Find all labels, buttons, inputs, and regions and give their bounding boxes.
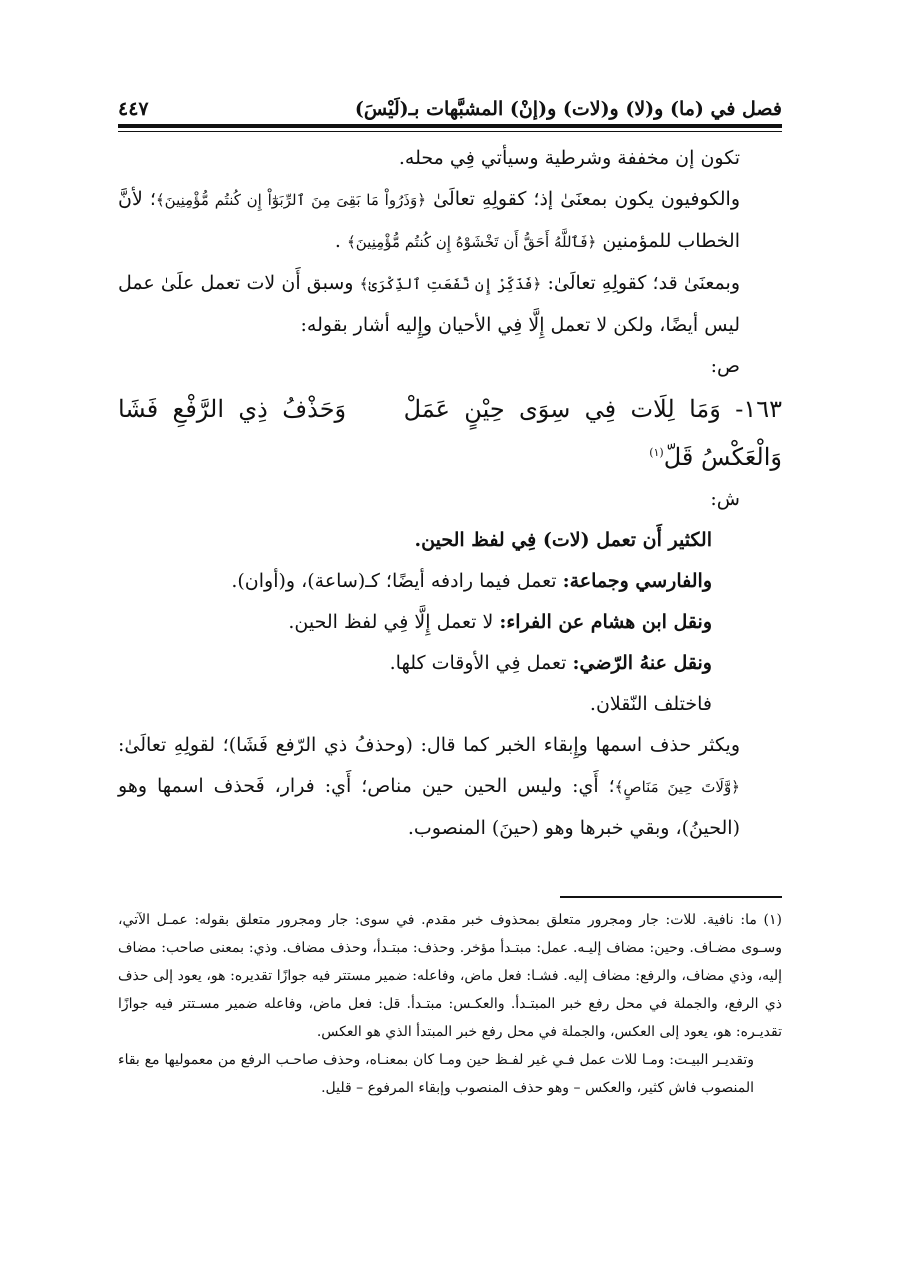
quran-quote-3: ﴿فَذَكِّرْ إِن نَّفَعَتِ ٱلذِّكْرَىٰ﴾ <box>359 275 542 293</box>
line-3-lead: ونقل ابن هشام عن الفراء: <box>499 611 712 633</box>
verse-line <box>118 387 782 479</box>
footnote-1-text: ما: نافية. للات: جار ومجرور متعلق بمحذوف خبر مقدم. في سوى: جار ومجرور متعلق بقوله: عمـل الآتي، وسـوى مضـاف. وحين: مضاف إليـه. عمل: مبتـدأ مؤخر. وحذف: مبتـدأ، وحذف مضاف. وذي: بمعنى صاحب: مضاف إليه، وذي مضاف، والرفع: مضاف إليه. فشـا: فعل ماض، وفاعله: ضمير مستتر فيه جوازًا تقديره: هو، يعود إلى حذف ذي الرفع، والجملة في محل رفع خبر المبتـدأ. والعكـس: مبتـدأ. قل: فعل ماض، وفاعله ضمير مسـتتر فيه جوازًا تقديـره: هو، يعود إلى العكس، والجملة في محل رفع خبر المبتدأ الذي هو العكس. <box>118 912 782 1040</box>
line-2 <box>118 561 782 602</box>
p4-text-2: ؛ أَي: وليس الحين حين مناص؛ أَي: فرار، فَحذف اسمها وهو (الحينُ)، وبقي خبرها وهو (حينَ) المنصوب. <box>118 775 740 839</box>
footnote-separator <box>560 896 782 898</box>
shin-label: ش: <box>710 488 740 510</box>
paragraph-1: تكون إن مخففة وشرطية وسيأتي فِي محله. <box>398 147 740 169</box>
paragraph-2 <box>118 179 782 263</box>
line-4-lead: ونقل عنهُ الرّضي: <box>572 652 712 674</box>
verse-hemistich-2: وَحَذْفُ ذِي الرَّفْعِ فَشَا وَالْعَكْسُ قَلّ <box>118 395 782 471</box>
header-rule-thin <box>118 131 782 132</box>
footnotes <box>118 906 782 1102</box>
footnote-1-continuation: وتقديـر البيـت: ومـا للات عمل فـي غير لفـظ حين ومـا كان بمعنـاه، وحذف صاحـب الرفع من معموليها مع بقاء المنصوب فاش كثير، والعكس – وهو حذف المنصوب وإبقاء المرفوع – قليل. <box>118 1052 754 1096</box>
line-1: الكثير أَن تعمل (لات) فِي لفظ الحين. <box>414 529 712 551</box>
line-2-text: تعمل فيما رادفه أيضًا؛ كـ(ساعة)، و(أوان). <box>231 570 557 592</box>
main-text <box>118 138 782 849</box>
page-number: ٤٤٧ <box>118 98 149 120</box>
footnote-mark: (١) <box>649 446 664 459</box>
p2-separator: ؛ <box>149 188 156 210</box>
paragraph-3 <box>118 263 782 346</box>
p2-text-2: لأنَّ الخطاب للمؤمنين <box>118 188 740 252</box>
verse-number: ١٦٣- <box>735 395 783 423</box>
p3-text-2: وسبق أَن لات تعمل علَىٰ عمل ليس أيضًا، ولكن لا تعمل إِلَّا فِي الأحيان وإِليه أشار بقوله: <box>118 272 740 336</box>
quran-quote-1: ﴿وَذَرُواْ مَا بَقِىَ مِنَ ٱلرِّبَوٰٓاْ إِن كُنتُم مُّؤْمِنِينَ﴾ <box>155 191 427 209</box>
line-3-text: لا تعمل إِلَّا فِي لفظ الحين. <box>288 611 494 633</box>
book-page <box>118 0 782 1271</box>
line-3 <box>118 602 782 643</box>
quran-quote-2: ﴿فَٱللَّهُ أَحَقُّ أَن تَخْشَوْهُ إِن كُنتُم مُّؤْمِنِينَ﴾ <box>346 233 597 251</box>
p4-text: ويكثر حذف اسمها وإِبقاء الخبر كما قال: (وحذفُ ذي الرّفع فَشَا)؛ لقولِهِ تعالَىٰ: <box>118 734 740 756</box>
p2-text: والكوفيون يكون بمعنَىٰ إذ؛ كقولِهِ تعالَىٰ <box>433 188 740 210</box>
chapter-title: فصل في (ما) و(لا) و(لات) و(إنْ) المشبَّهات بـ(لَيْسَ) <box>354 98 782 120</box>
line-4-text: تعمل فِي الأوقات كلها. <box>389 652 567 674</box>
quran-quote-4: ﴿وَّلَاتَ حِينَ مَنَاصٍ﴾ <box>614 778 740 796</box>
line-2-lead: والفارسي وجماعة: <box>562 570 712 592</box>
header-rule-thick <box>118 124 782 128</box>
running-header <box>118 86 782 120</box>
line-4 <box>118 643 782 684</box>
verse-hemistich-1: وَمَا لِلَات فِي سِوَى حِيْنٍ عَمَلْ <box>403 395 721 423</box>
sad-label: ص: <box>710 355 740 377</box>
p3-text: وبمعنَىٰ قد؛ كقولِهِ تعالَىٰ: <box>547 272 740 294</box>
footnote-1 <box>118 906 782 1046</box>
line-5: فاختلف النّقلان. <box>589 693 712 715</box>
paragraph-4 <box>118 725 782 849</box>
footnote-1-number: (١) <box>763 912 782 928</box>
p2-end: . <box>334 230 341 252</box>
